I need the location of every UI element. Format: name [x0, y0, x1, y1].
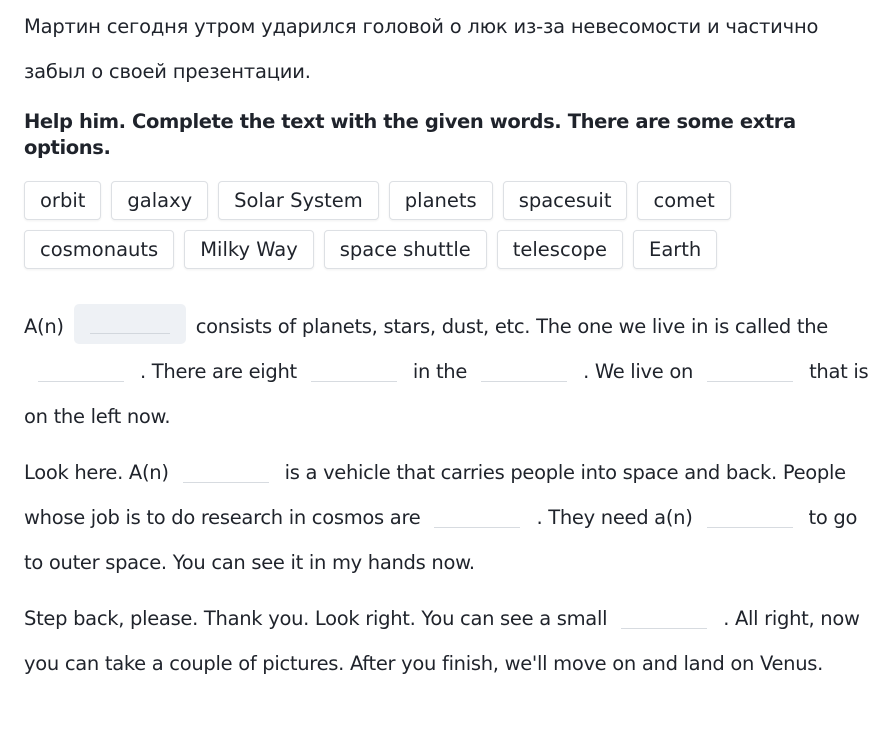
blank-9[interactable] — [621, 602, 707, 629]
word-chip-earth[interactable]: Earth — [633, 230, 717, 269]
text-segment: . We live on — [583, 360, 694, 383]
text-segment: . They need a(n) — [536, 506, 693, 529]
word-chip-cosmonauts[interactable]: cosmonauts — [24, 230, 174, 269]
blank-3[interactable] — [311, 355, 397, 382]
text-segment: to go to outer space. You can see it in my hands now. — [24, 506, 858, 574]
text-segment: consists of planets, stars, dust, etc. The one we live in is called the — [195, 315, 828, 338]
text-segment: Step back, please. Thank you. Look right. You can see a small — [24, 607, 608, 630]
blank-2[interactable] — [38, 355, 124, 382]
word-chip-orbit[interactable]: orbit — [24, 181, 101, 220]
word-chip-spacesuit[interactable]: spacesuit — [503, 181, 628, 220]
blank-1[interactable] — [74, 304, 186, 344]
exercise — [24, 0, 874, 686]
paragraph-1 — [24, 304, 874, 439]
text-segment: . There are eight — [140, 360, 297, 383]
paragraph-3 — [24, 596, 874, 686]
text-segment: A(n) — [24, 315, 64, 338]
blank-7[interactable] — [434, 501, 520, 528]
text-segment: that is on the left now. — [24, 360, 869, 428]
blank-6[interactable] — [183, 456, 269, 483]
word-chip-galaxy[interactable]: galaxy — [111, 181, 208, 220]
blank-4[interactable] — [481, 355, 567, 382]
word-chip-space-shuttle[interactable]: space shuttle — [324, 230, 487, 269]
blank-5[interactable] — [707, 355, 793, 382]
text-segment: is a vehicle that carries people into space and back. People whose job is to do research in cosmos are — [24, 461, 846, 529]
word-chip-comet[interactable]: comet — [637, 181, 730, 220]
text-segment: . All right, now you can take a couple of pictures. After you finish, we'll move on and land on Venus. — [24, 607, 860, 675]
word-chip-milky-way[interactable]: Milky Way — [184, 230, 314, 269]
text-segment: Look here. A(n) — [24, 461, 169, 484]
intro-text: Мартин сегодня утром ударился головой о люк из-за невесомости и частично забыл о своей презентации. — [24, 15, 819, 83]
task-instruction: Help him. Complete the text with the given words. There are some extra options. — [24, 110, 796, 159]
word-chip-telescope[interactable]: telescope — [497, 230, 623, 269]
word-bank — [24, 181, 784, 279]
word-chip-planets[interactable]: planets — [389, 181, 493, 220]
blank-8[interactable] — [707, 501, 793, 528]
text-segment: in the — [412, 360, 468, 383]
word-chip-solar-system[interactable]: Solar System — [218, 181, 379, 220]
paragraph-2 — [24, 450, 874, 585]
